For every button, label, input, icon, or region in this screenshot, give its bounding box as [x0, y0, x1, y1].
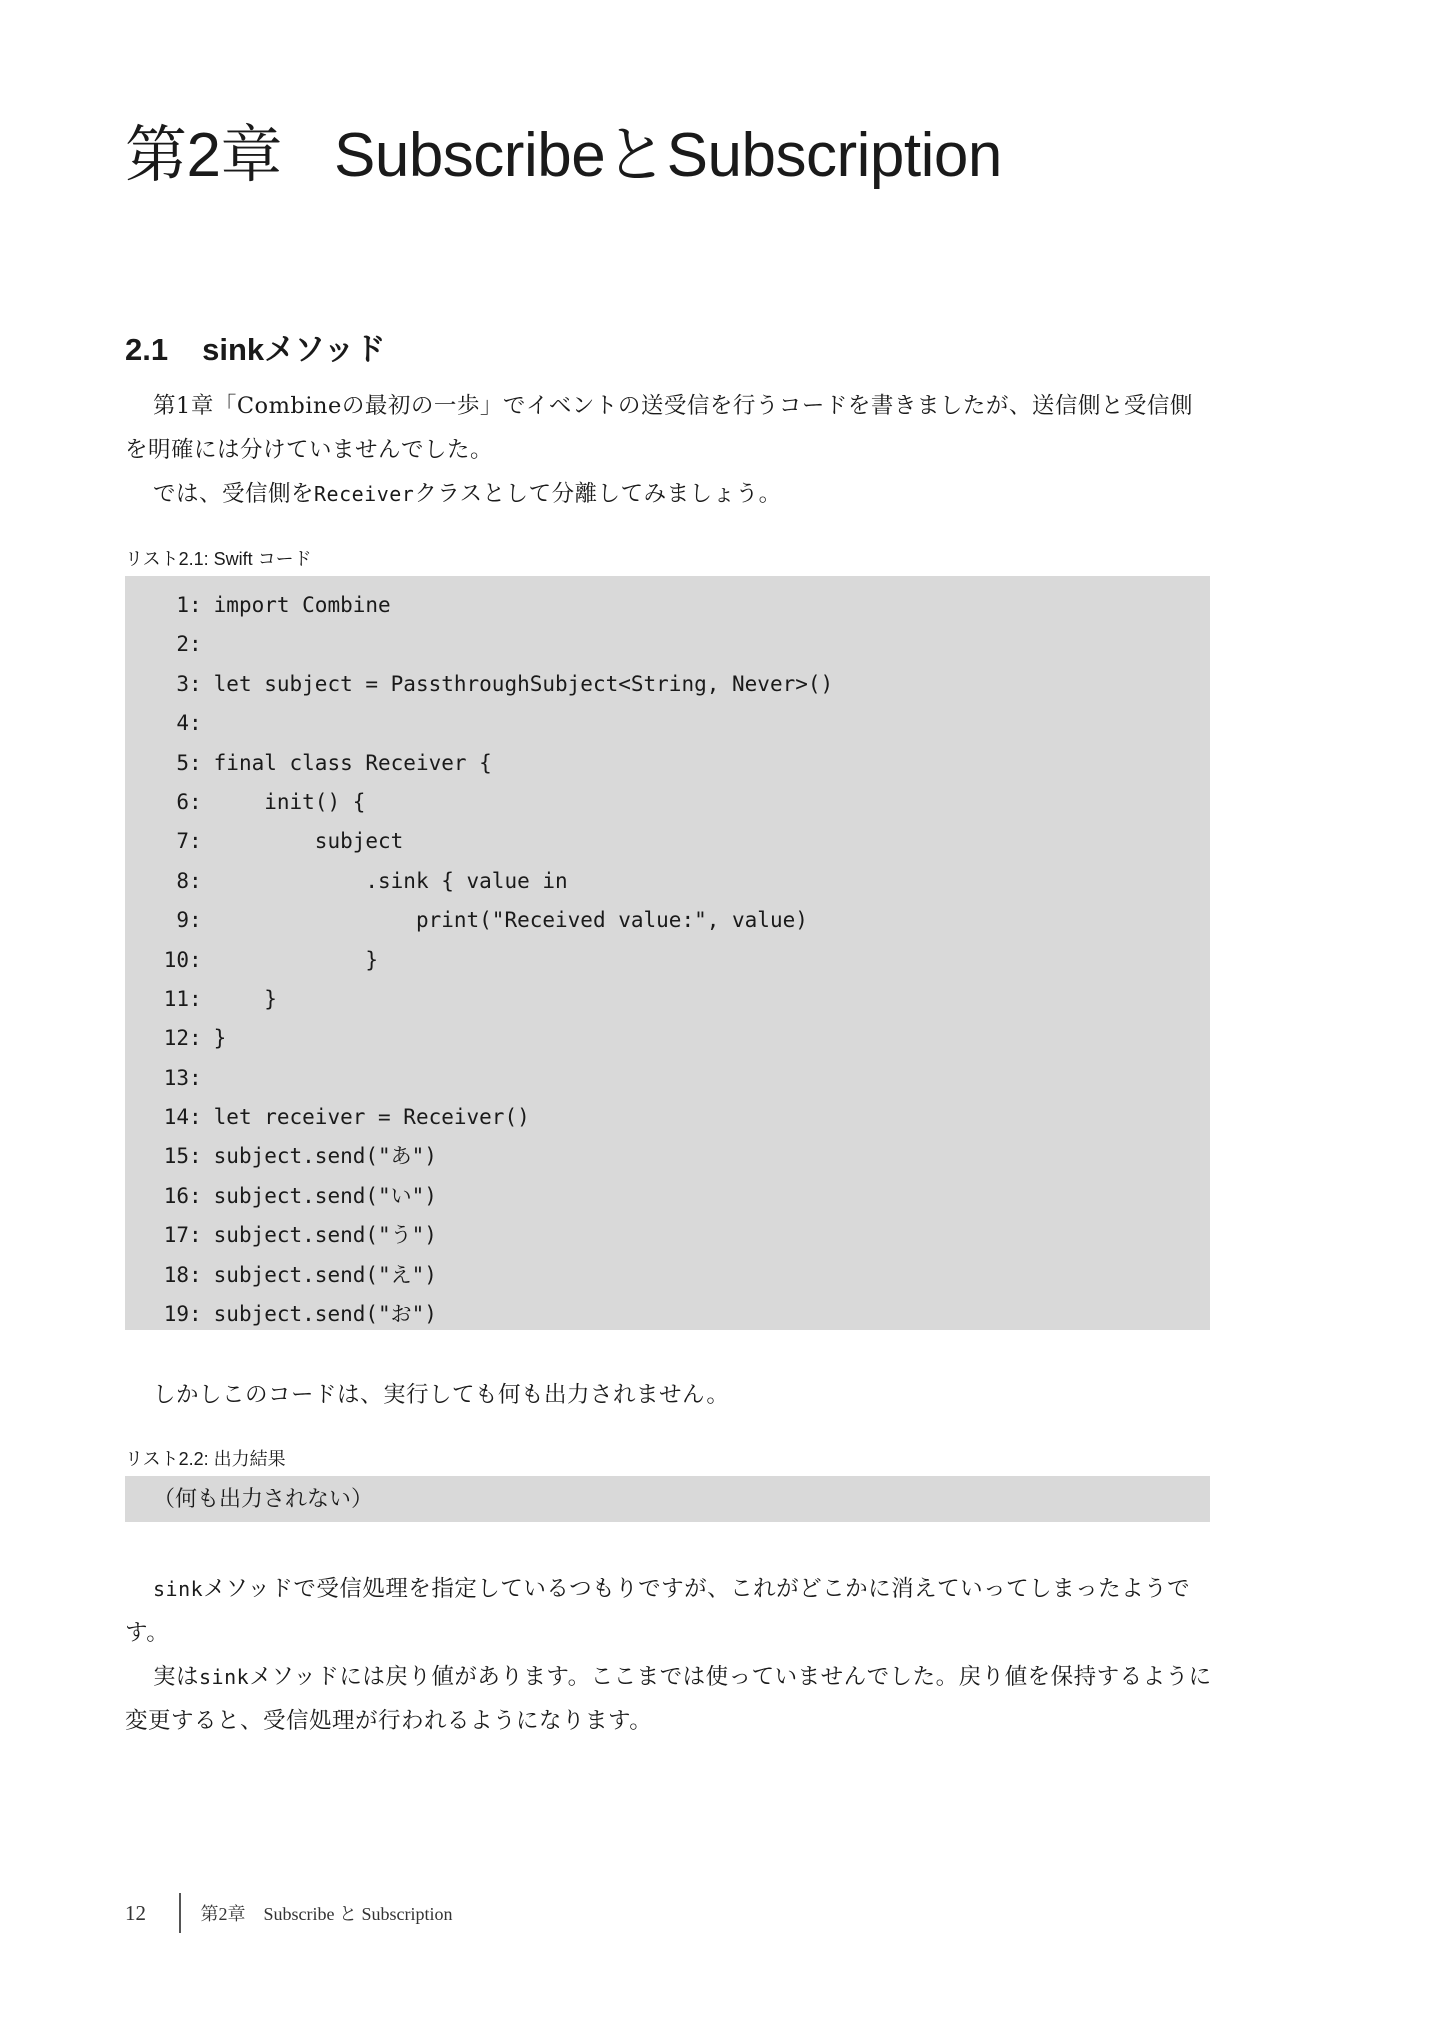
code-text: } [213, 1026, 227, 1051]
chapter-label: 第2章 [125, 121, 282, 190]
line-number-colon: : [189, 671, 202, 696]
code-text: import Combine [213, 593, 391, 617]
code-line [137, 744, 1210, 783]
line-number: 13 [163, 1065, 189, 1090]
code-text: subject.send("あ") [213, 1144, 437, 1169]
code-text: subject.send("お") [213, 1302, 437, 1327]
code-text: } [213, 986, 277, 1011]
line-number-colon: : [189, 750, 202, 775]
line-number: 3 [176, 671, 189, 696]
code-line [137, 1098, 1210, 1137]
line-number-colon: : [189, 829, 202, 854]
line-number-colon: : [189, 1144, 202, 1169]
code-line [137, 1177, 1210, 1216]
paragraph-receiver [125, 472, 1215, 516]
paragraph-text: メソッドで受信処理を指定しているつもりですが、これがどこかに消えていってしまったようです。 [125, 1576, 1191, 1646]
paragraph-intro: 第1章「Combineの最初の一歩」でイベントの送受信を行うコードを書きましたが、送信側と受信側を明確には分けていませんでした。 [125, 393, 1193, 463]
paragraph-text: では、受信側を [153, 481, 315, 507]
code-line [137, 901, 1210, 940]
paragraph-text: メソッドには戻り値があります。ここまでは使っていませんでした。戻り値を保持するように変更すると、受信処理が行われるようになります。 [125, 1664, 1212, 1734]
line-number: 5 [176, 750, 189, 775]
line-number-colon: : [189, 711, 202, 736]
running-head: 第2章 Subscribe と Subscription [200, 1904, 453, 1924]
paragraph-text: 実は [153, 1664, 200, 1690]
line-number: 12 [163, 1026, 189, 1051]
code-text: } [213, 947, 379, 972]
line-number-colon: : [189, 947, 202, 972]
page-number: 12 [125, 1900, 146, 1925]
line-number: 17 [163, 1223, 189, 1248]
listing-caption: リスト2.2: 出力結果 [125, 1449, 286, 1469]
line-number: 6 [176, 789, 189, 814]
line-number-colon: : [189, 1026, 202, 1051]
code-text: subject [213, 829, 404, 854]
line-number: 16 [163, 1183, 189, 1208]
output-listing: （何も出力されない） [125, 1476, 1210, 1522]
line-number-colon: : [189, 632, 202, 657]
code-text: .sink { value in [213, 868, 568, 893]
code-line [137, 1216, 1210, 1255]
line-number: 4 [176, 711, 189, 736]
code-line [137, 783, 1210, 822]
page-footer [125, 1893, 453, 1933]
paragraph-sink-vanished [125, 1567, 1215, 1655]
line-number: 14 [163, 1105, 189, 1130]
inline-code: sink [199, 1665, 250, 1689]
code-text: init() { [213, 789, 366, 814]
line-number: 15 [163, 1144, 189, 1169]
code-line [137, 586, 1210, 625]
line-number: 10 [163, 947, 189, 972]
line-number-colon: : [189, 1065, 202, 1090]
code-line [137, 625, 1210, 664]
code-line [137, 941, 1210, 980]
footer-divider [179, 1893, 181, 1933]
paragraph-no-output: しかしこのコードは、実行しても何も出力されません。 [153, 1382, 730, 1408]
line-number-colon: : [189, 1105, 202, 1130]
line-number: 2 [176, 632, 189, 657]
line-number: 19 [163, 1302, 189, 1327]
line-number-colon: : [189, 1302, 202, 1327]
listing-caption: リスト2.1: Swift コード [125, 549, 312, 569]
code-text: let subject = PassthroughSubject<String, Never>() [213, 671, 834, 696]
inline-code: Receiver [314, 482, 415, 506]
code-line [137, 665, 1210, 704]
line-number-colon: : [189, 789, 202, 814]
code-text: print("Received value:", value) [213, 908, 808, 933]
inline-code: sink [153, 1577, 204, 1601]
code-line [137, 1019, 1210, 1058]
chapter-title-text: SubscribeとSubscription [333, 121, 1002, 190]
line-number: 1 [176, 593, 189, 617]
code-line [137, 862, 1210, 901]
line-number-colon: : [189, 908, 202, 933]
section-number: 2.1 [125, 332, 169, 367]
line-number-colon: : [189, 1183, 202, 1208]
line-number-colon: : [189, 1262, 202, 1287]
code-line [137, 704, 1210, 743]
section-heading [125, 324, 386, 369]
line-number: 11 [163, 986, 189, 1011]
code-text: let receiver = Receiver() [213, 1105, 530, 1130]
line-number-colon: : [189, 593, 202, 617]
line-number: 9 [176, 908, 189, 933]
code-line [137, 1137, 1210, 1176]
line-number-colon: : [189, 986, 202, 1011]
line-number: 18 [163, 1262, 189, 1287]
line-number-colon: : [189, 868, 202, 893]
code-line [137, 1059, 1210, 1098]
code-line [137, 980, 1210, 1019]
chapter-title [125, 105, 1002, 194]
code-text: subject.send("い") [213, 1183, 437, 1208]
code-text: subject.send("え") [213, 1262, 437, 1287]
code-listing [125, 576, 1210, 1330]
line-number: 7 [176, 829, 189, 854]
code-line [137, 1295, 1210, 1334]
paragraph-text: クラスとして分離してみましょう。 [414, 481, 782, 507]
code-text: subject.send("う") [213, 1223, 437, 1248]
code-text: final class Receiver { [213, 750, 492, 775]
line-number: 8 [176, 868, 189, 893]
section-title-text: sinkメソッド [202, 332, 386, 367]
paragraph-return-value [125, 1655, 1215, 1743]
code-line [137, 1256, 1210, 1295]
code-line [137, 822, 1210, 861]
line-number-colon: : [189, 1223, 202, 1248]
